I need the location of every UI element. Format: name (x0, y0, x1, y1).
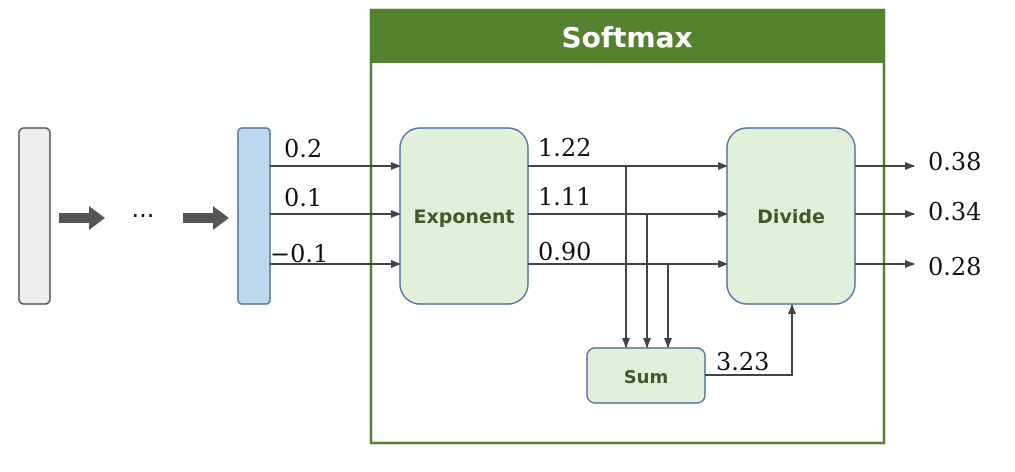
output-value-1: 0.38 (928, 148, 982, 176)
output-value-2: 0.34 (928, 198, 982, 226)
exp-value-2: 1.11 (538, 183, 592, 211)
output-value-3: 0.28 (928, 253, 982, 281)
block-arrow-right-icon (59, 206, 105, 230)
sum-value: 3.23 (716, 348, 770, 376)
divide-label: Divide (757, 206, 825, 228)
input-value-2: 0.1 (284, 184, 323, 212)
input-vector (238, 128, 270, 304)
input-value-3: −0.1 (270, 240, 329, 268)
exponent-label: Exponent (413, 206, 515, 228)
exp-value-3: 0.90 (538, 238, 592, 266)
source-vector (19, 128, 50, 304)
softmax-title: Softmax (561, 21, 693, 54)
input-value-1: 0.2 (284, 135, 323, 163)
block-arrow-right-icon (183, 206, 229, 230)
exp-value-1: 1.22 (538, 134, 592, 162)
sum-label: Sum (623, 367, 669, 388)
ellipsis: ··· (131, 202, 155, 230)
